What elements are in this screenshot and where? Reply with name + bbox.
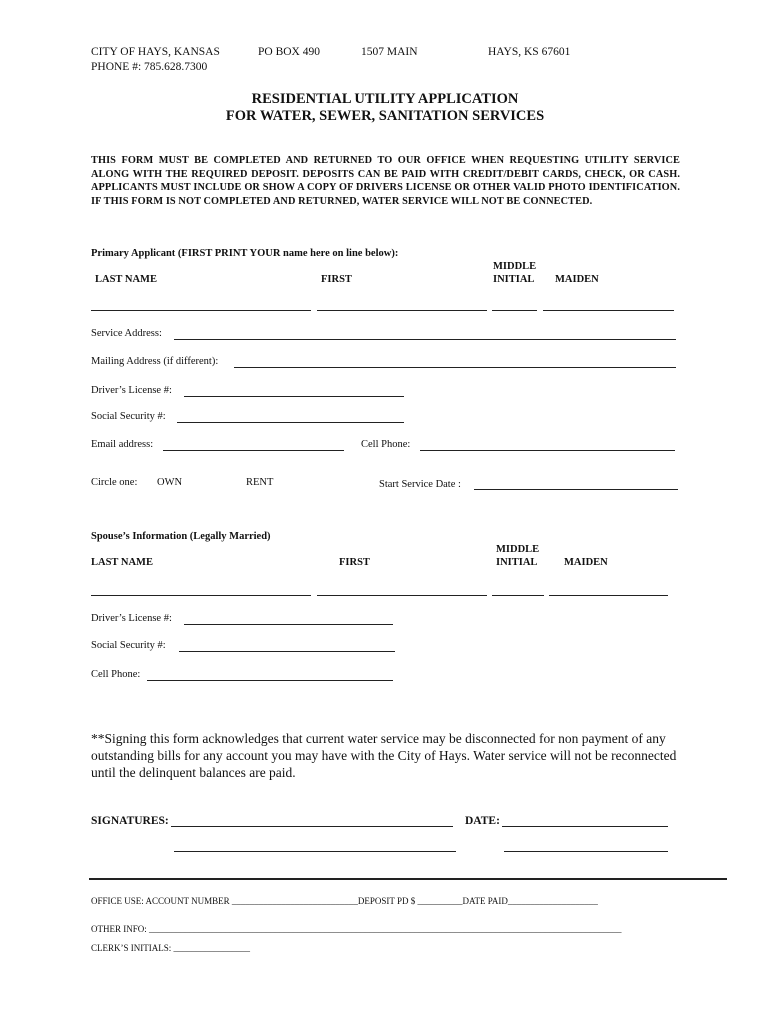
office-use-divider bbox=[89, 878, 727, 880]
primary-middle-label: MIDDLE bbox=[493, 261, 537, 272]
spouse-social-security-label: Social Security #: bbox=[91, 640, 166, 651]
drivers-license-field[interactable] bbox=[184, 396, 404, 397]
start-service-field[interactable] bbox=[474, 489, 678, 490]
primary-first-name-field[interactable] bbox=[317, 310, 487, 311]
signature-field-1[interactable] bbox=[171, 826, 453, 827]
rent-option[interactable]: RENT bbox=[246, 477, 274, 488]
date-field-2[interactable] bbox=[504, 851, 668, 852]
spouse-cell-phone-field[interactable] bbox=[147, 680, 393, 681]
drivers-license-label: Driver’s License #: bbox=[91, 385, 172, 396]
form-title-line1: RESIDENTIAL UTILITY APPLICATION bbox=[251, 91, 519, 107]
email-label: Email address: bbox=[91, 439, 154, 450]
form-title-line2: FOR WATER, SEWER, SANITATION SERVICES bbox=[225, 108, 545, 124]
date-field-1[interactable] bbox=[502, 826, 668, 827]
mailing-address-label: Mailing Address (if different): bbox=[91, 356, 219, 367]
office-use-line: OFFICE USE: ACCOUNT NUMBER ____________________________DEPOSIT PD $ __________DATE PAID____________________ bbox=[91, 896, 598, 906]
spouse-first-label: FIRST bbox=[339, 557, 370, 568]
spouse-middle-initial-field[interactable] bbox=[492, 595, 544, 596]
email-field[interactable] bbox=[163, 450, 344, 451]
social-security-field[interactable] bbox=[177, 422, 404, 423]
spouse-middle-label: MIDDLE bbox=[496, 544, 540, 555]
start-service-label: Start Service Date : bbox=[379, 479, 461, 490]
header-street: 1507 MAIN bbox=[361, 46, 418, 58]
cell-phone-label: Cell Phone: bbox=[361, 439, 411, 450]
office-clerk-initials-line: CLERK’S INITIALS: _________________ bbox=[91, 943, 250, 953]
circle-one-label: Circle one: bbox=[91, 477, 138, 488]
service-address-label: Service Address: bbox=[91, 328, 162, 339]
cell-phone-field[interactable] bbox=[420, 450, 675, 451]
spouse-heading: Spouse’s Information (Legally Married) bbox=[91, 531, 271, 542]
date-label: DATE: bbox=[465, 815, 500, 827]
spouse-social-security-field[interactable] bbox=[179, 651, 395, 652]
primary-maiden-label: MAIDEN bbox=[555, 274, 599, 285]
primary-heading: Primary Applicant (FIRST PRINT YOUR name here on line below): bbox=[91, 248, 399, 259]
office-other-info-line: OTHER INFO: _________________________________________________________________________________________________________ bbox=[91, 924, 622, 934]
header-city: CITY OF HAYS, KANSAS bbox=[91, 46, 220, 58]
signatures-label: SIGNATURES: bbox=[91, 815, 169, 827]
header-po-box: PO BOX 490 bbox=[258, 46, 320, 58]
primary-maiden-field[interactable] bbox=[543, 310, 674, 311]
spouse-maiden-field[interactable] bbox=[549, 595, 668, 596]
own-option[interactable]: OWN bbox=[157, 477, 183, 488]
signature-field-2[interactable] bbox=[174, 851, 456, 852]
header-city-zip: HAYS, KS 67601 bbox=[488, 46, 571, 58]
primary-initial-label: INITIAL bbox=[493, 274, 535, 285]
primary-first-label: FIRST bbox=[321, 274, 352, 285]
notice-paragraph: THIS FORM MUST BE COMPLETED AND RETURNED TO OUR OFFICE WHEN REQUESTING UTILITY SERVICE ALONG WITH THE REQUIRED DEPOSIT. DEPOSITS CAN BE PAID WITH CREDIT/DEBIT CARDS, CHECK, OR CASH. APPLICANTS MUST INCLUDE OR SHOW A COPY OF DRIVERS LICENSE OR OTHER VALID PHOTO IDENTIFICATION. IF THIS FORM IS NOT COMPLETED AND RETURNED, WATER SERVICE WILL NOT BE CONNECTED. bbox=[91, 155, 680, 207]
spouse-initial-label: INITIAL bbox=[496, 557, 538, 568]
mailing-address-field[interactable] bbox=[234, 367, 676, 368]
acknowledgement-text: **Signing this form acknowledges that current water service may be disconnected for non payment of any outstanding bills for any account you may have with the City of Hays. Water service will not be reconnected until the delinquent balances are paid. bbox=[91, 731, 677, 780]
primary-last-name-field[interactable] bbox=[91, 310, 311, 311]
spouse-first-name-field[interactable] bbox=[317, 595, 487, 596]
spouse-last-name-field[interactable] bbox=[91, 595, 311, 596]
spouse-drivers-license-field[interactable] bbox=[184, 624, 393, 625]
spouse-cell-phone-label: Cell Phone: bbox=[91, 669, 141, 680]
primary-last-name-label: LAST NAME bbox=[95, 274, 157, 285]
spouse-drivers-license-label: Driver’s License #: bbox=[91, 613, 172, 624]
primary-middle-initial-field[interactable] bbox=[492, 310, 537, 311]
spouse-last-name-label: LAST NAME bbox=[91, 557, 153, 568]
spouse-maiden-label: MAIDEN bbox=[564, 557, 608, 568]
service-address-field[interactable] bbox=[174, 339, 676, 340]
social-security-label: Social Security #: bbox=[91, 411, 166, 422]
header-phone: PHONE #: 785.628.7300 bbox=[91, 61, 208, 73]
